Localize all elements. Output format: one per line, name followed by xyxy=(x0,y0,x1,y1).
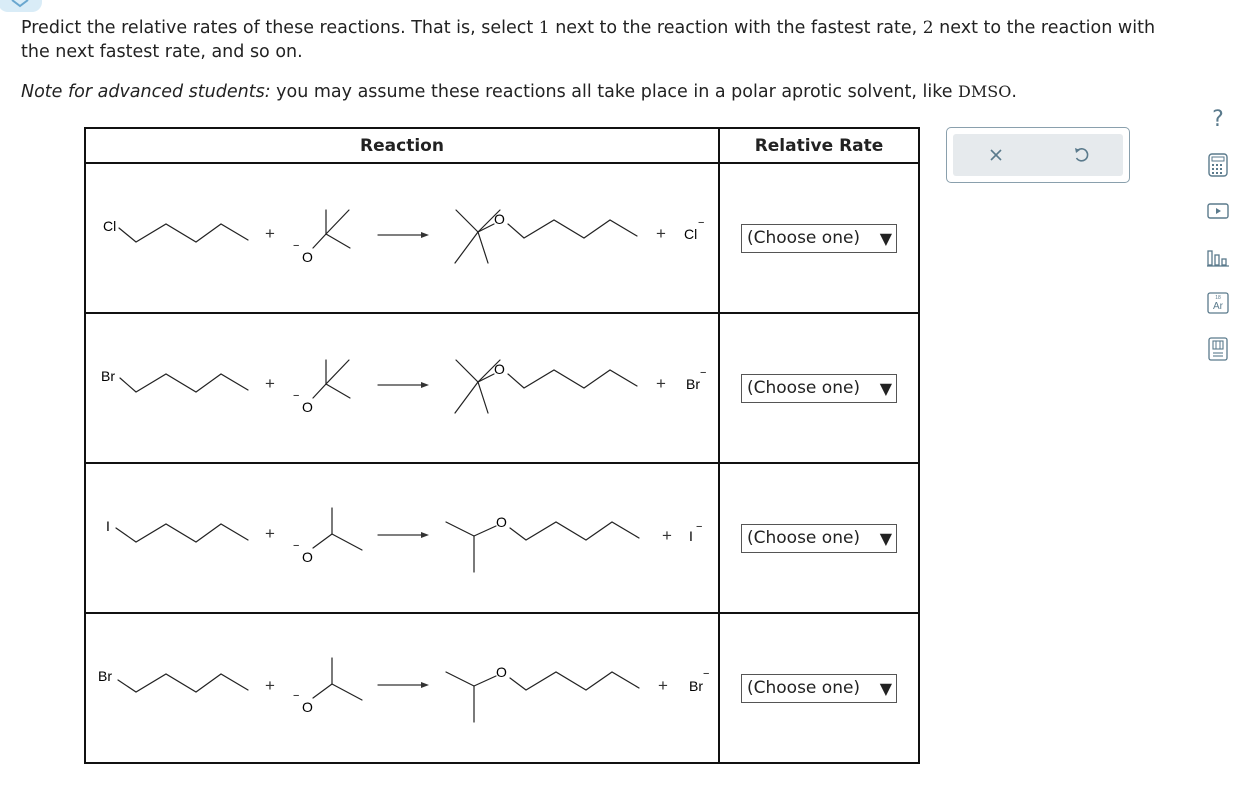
charge-sign: − xyxy=(293,540,300,552)
halide-ion-label: Cl xyxy=(684,226,698,242)
halide-ion-label: Br xyxy=(686,376,700,392)
video-button[interactable] xyxy=(1201,194,1235,228)
leaving-group-label: Br xyxy=(98,668,112,684)
rate-select-1[interactable] xyxy=(741,224,897,253)
leaving-group-label: Br xyxy=(101,368,115,384)
alkyl-halide-chain xyxy=(120,374,248,392)
rate-cell xyxy=(719,463,919,613)
rate-cell xyxy=(719,163,919,313)
reaction-diagram xyxy=(85,613,719,763)
charge-sign: − xyxy=(703,668,710,680)
plus-sign: + xyxy=(265,224,275,243)
alkyl-halide-chain xyxy=(119,224,248,242)
plus-sign: + xyxy=(265,374,275,393)
help-button[interactable] xyxy=(1201,102,1235,136)
undo-icon xyxy=(1072,146,1090,164)
close-icon xyxy=(988,147,1004,163)
halide-ion-label: Br xyxy=(689,678,703,694)
solvent-name: DMSO xyxy=(958,82,1012,101)
reaction-column-header: Reaction xyxy=(85,128,719,163)
reaction-diagram xyxy=(85,463,719,613)
charge-sign: − xyxy=(700,367,707,379)
oxygen-label: O xyxy=(496,664,507,680)
table-row xyxy=(85,463,919,613)
plus-sign: + xyxy=(265,524,275,543)
periodic-number: 18 xyxy=(1215,295,1221,301)
reaction-table xyxy=(84,127,920,764)
chevron-down-icon xyxy=(10,0,30,8)
plus-sign: + xyxy=(662,526,672,545)
reaction-diagram xyxy=(85,163,719,313)
leaving-group-label: I xyxy=(106,518,110,534)
rate-cell xyxy=(719,313,919,463)
ether-product-chain xyxy=(508,370,637,388)
dropdown-arrow-icon: ▼ xyxy=(879,528,892,548)
reference-button[interactable] xyxy=(1201,332,1235,366)
alkyl-halide-chain xyxy=(116,524,248,542)
answer-tools xyxy=(946,127,1130,183)
oxygen-label: O xyxy=(302,699,313,715)
select-value: (Choose one) xyxy=(747,528,861,548)
charge-sign: − xyxy=(293,690,300,702)
charge-sign: − xyxy=(696,521,703,533)
oxygen-label: O xyxy=(494,211,505,227)
select-value: (Choose one) xyxy=(747,678,861,698)
table-row xyxy=(85,313,919,463)
periodic-symbol: Ar xyxy=(1213,301,1223,312)
rate-select-3[interactable] xyxy=(741,524,897,553)
video-icon xyxy=(1207,202,1229,220)
ether-product-chain xyxy=(510,522,639,540)
table-row xyxy=(85,613,919,763)
reference-icon xyxy=(1207,337,1229,361)
periodic-table-icon xyxy=(1207,292,1229,314)
answer-tools-bar xyxy=(953,134,1123,176)
dropdown-arrow-icon: ▼ xyxy=(879,678,892,698)
reaction-diagram xyxy=(85,313,719,463)
rate-select-4[interactable] xyxy=(741,674,897,703)
ether-product-chain xyxy=(510,672,639,690)
select-value: (Choose one) xyxy=(747,228,861,248)
charge-sign: − xyxy=(293,390,300,402)
bar-chart-icon xyxy=(1206,247,1230,267)
dropdown-arrow-icon: ▼ xyxy=(879,378,892,398)
calculator-icon xyxy=(1207,153,1229,177)
halide-ion-label: I xyxy=(689,528,693,544)
undo-button[interactable] xyxy=(1066,140,1096,170)
dropdown-arrow-icon: ▼ xyxy=(879,228,892,248)
oxygen-label: O xyxy=(302,249,313,265)
select-value: (Choose one) xyxy=(747,378,861,398)
clear-button[interactable] xyxy=(981,140,1011,170)
oxygen-label: O xyxy=(302,399,313,415)
plus-sign: + xyxy=(658,676,668,695)
oxygen-label: O xyxy=(496,514,507,530)
oxygen-label: O xyxy=(302,549,313,565)
note-label: Note for advanced students: xyxy=(21,82,271,102)
plus-sign: + xyxy=(265,676,275,695)
leaving-group-label: Cl xyxy=(103,218,117,234)
help-icon: ? xyxy=(1212,106,1224,132)
ether-product-chain xyxy=(508,220,637,238)
oxygen-label: O xyxy=(494,361,505,377)
rate-select-2[interactable] xyxy=(741,374,897,403)
plus-sign: + xyxy=(656,224,666,243)
rate-column-header: Relative Rate xyxy=(719,128,919,163)
plus-sign: + xyxy=(656,374,666,393)
rate-cell xyxy=(719,613,919,763)
periodic-table-button[interactable] xyxy=(1201,286,1235,320)
side-toolbar xyxy=(1201,102,1235,378)
charge-sign: − xyxy=(293,240,300,252)
table-row xyxy=(85,163,919,313)
chart-button[interactable] xyxy=(1201,240,1235,274)
advanced-note: Note for advanced students: you may assume these reactions all take place in a polar aprotic solvent, like DMSO. xyxy=(21,82,1017,102)
collapse-toggle[interactable] xyxy=(0,0,42,12)
charge-sign: − xyxy=(698,217,705,229)
alkyl-halide-chain xyxy=(118,674,248,692)
question-prompt: Predict the relative rates of these reactions. That is, select 1 next to the reaction with the fastest rate, 2 next to the reaction with the next fastest rate, and so on. xyxy=(21,18,1156,62)
calculator-button[interactable] xyxy=(1201,148,1235,182)
